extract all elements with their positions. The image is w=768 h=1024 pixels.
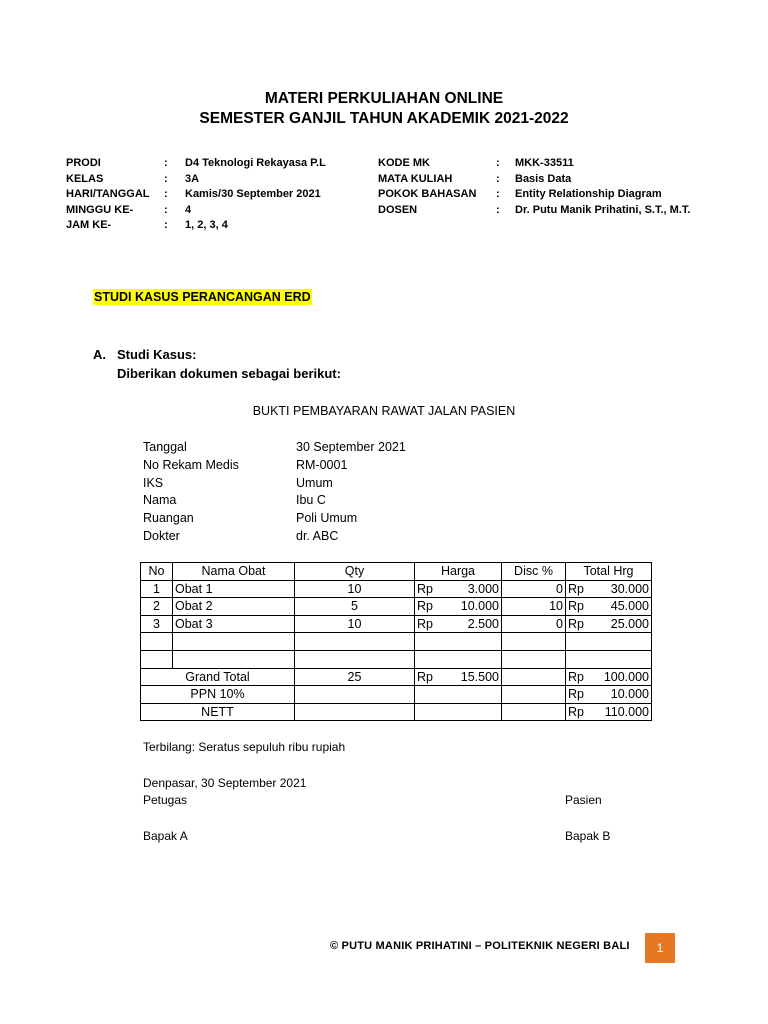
- harga-value: 3.000: [467, 581, 499, 596]
- info-value: Dr. Putu Manik Prihatini, S.T., M.T.: [515, 203, 691, 216]
- cell-no: 1: [141, 580, 173, 598]
- harga-value: 10.000: [460, 599, 499, 614]
- case-study-title: STUDI KASUS PERANCANGAN ERD: [94, 290, 311, 304]
- signatory-name-right: Bapak B: [565, 829, 611, 843]
- patient-field: [143, 475, 406, 493]
- cell-qty: 10: [295, 615, 415, 633]
- currency-label: Rp: [417, 599, 433, 614]
- cell-empty: [295, 703, 415, 721]
- info-colon: :: [496, 188, 500, 200]
- currency-label: Rp: [568, 599, 584, 614]
- nett-row: [141, 703, 652, 721]
- patient-field-value: dr. ABC: [296, 528, 339, 543]
- cell-nama: Obat 2: [173, 598, 295, 616]
- patient-field-label: IKS: [143, 475, 164, 490]
- col-header-qty: Qty: [295, 563, 415, 581]
- cell-empty: [502, 703, 566, 721]
- table-row: [141, 598, 652, 616]
- patient-field-value: Ibu C: [296, 493, 326, 508]
- info-colon: :: [164, 188, 168, 200]
- patient-field-label: Dokter: [143, 528, 180, 543]
- harga-value: 2.500: [467, 617, 499, 632]
- total-value: 110.000: [604, 705, 649, 720]
- section-heading: Studi Kasus:: [117, 347, 197, 362]
- patient-field-label: No Rekam Medis: [143, 457, 239, 472]
- page-title-line2: SEMESTER GANJIL TAHUN AKADEMIK 2021-2022: [199, 110, 569, 127]
- receipt-title: BUKTI PEMBAYARAN RAWAT JALAN PASIEN: [252, 404, 516, 418]
- cell-empty: [295, 650, 415, 668]
- currency-label: Rp: [568, 669, 584, 684]
- info-colon: :: [164, 172, 168, 185]
- info-row-pokok-bahasan: [378, 187, 690, 203]
- cell-qty: 5: [295, 598, 415, 616]
- patient-field-value: RM-0001: [296, 457, 348, 472]
- cell-empty: [502, 668, 566, 686]
- total-value: 30.000: [610, 581, 649, 596]
- course-info-right: [378, 156, 690, 218]
- cell-empty: [173, 650, 295, 668]
- cell-empty: [566, 650, 652, 668]
- info-row-mata-kuliah: [378, 172, 690, 188]
- section-marker: A.: [93, 347, 106, 362]
- cell-no: 2: [141, 598, 173, 616]
- cell-harga: [415, 598, 502, 616]
- info-row-minggu: [66, 203, 326, 219]
- info-label: DOSEN: [378, 203, 418, 216]
- currency-label: Rp: [568, 581, 584, 596]
- cell-disc: 0: [502, 580, 566, 598]
- info-colon: :: [496, 172, 500, 185]
- info-row-hari-tanggal: [66, 187, 326, 203]
- info-label: POKOK BAHASAN: [378, 188, 477, 200]
- info-label: JAM KE-: [66, 219, 112, 231]
- info-value: MKK-33511: [515, 157, 574, 169]
- info-colon: :: [164, 157, 168, 169]
- patient-field-label: Ruangan: [143, 511, 194, 526]
- patient-field-label: Nama: [143, 493, 177, 508]
- info-value: Entity Relationship Diagram: [515, 188, 662, 200]
- cell-empty: [502, 650, 566, 668]
- patient-field: [143, 439, 406, 457]
- info-value: 4: [185, 203, 192, 216]
- amount-in-words: Terbilang: Seratus sepuluh ribu rupiah: [143, 740, 346, 754]
- cell-empty: [415, 633, 502, 651]
- info-row-kelas: [66, 172, 326, 188]
- info-label: KODE MK: [378, 157, 430, 169]
- cell-empty: [415, 686, 502, 704]
- col-header-disc: Disc %: [502, 563, 566, 581]
- signatory-role-left: Petugas: [143, 793, 188, 807]
- info-label: MATA KULIAH: [378, 172, 453, 185]
- total-value: 100.000: [603, 669, 649, 684]
- cell-empty: [141, 650, 173, 668]
- cell-disc: 10: [502, 598, 566, 616]
- cell-empty: [141, 633, 173, 651]
- info-row-dosen: [378, 203, 690, 219]
- info-value: Kamis/30 September 2021: [185, 188, 321, 200]
- grand-total-row: [141, 668, 652, 686]
- table-row-empty: [141, 633, 652, 651]
- info-colon: :: [496, 157, 500, 169]
- grand-total-qty: 25: [295, 668, 415, 686]
- cell-empty: [502, 686, 566, 704]
- ppn-row: [141, 686, 652, 704]
- page-number-badge: 1: [645, 933, 675, 963]
- info-row-kode-mk: [378, 156, 690, 172]
- grand-total-total: [566, 668, 652, 686]
- cell-disc: 0: [502, 615, 566, 633]
- signatory-name-left: Bapak A: [143, 829, 188, 843]
- cell-harga: [415, 615, 502, 633]
- signatory-role-right: Pasien: [565, 793, 602, 807]
- col-header-harga: Harga: [415, 563, 502, 581]
- table-row: [141, 580, 652, 598]
- patient-field: [143, 492, 406, 510]
- nett-label: NETT: [141, 703, 295, 721]
- patient-field: [143, 510, 406, 528]
- page-title-line1: MATERI PERKULIAHAN ONLINE: [264, 90, 504, 107]
- ppn-total: [566, 686, 652, 704]
- info-value: Basis Data: [515, 172, 572, 185]
- grand-total-harga: [415, 668, 502, 686]
- patient-field-value: Umum: [296, 475, 333, 490]
- info-row-prodi: [66, 156, 326, 172]
- currency-label: Rp: [568, 617, 584, 632]
- cell-no: 3: [141, 615, 173, 633]
- cell-empty: [295, 686, 415, 704]
- ppn-label: PPN 10%: [141, 686, 295, 704]
- info-colon: :: [496, 203, 500, 216]
- info-label: PRODI: [66, 157, 101, 169]
- cell-empty: [502, 633, 566, 651]
- patient-field-label: Tanggal: [143, 440, 187, 454]
- info-value: 3A: [185, 172, 200, 185]
- currency-label: Rp: [417, 669, 433, 684]
- table-row-empty: [141, 650, 652, 668]
- nett-total: [566, 703, 652, 721]
- currency-label: Rp: [417, 617, 433, 632]
- currency-label: Rp: [417, 581, 433, 596]
- info-colon: :: [164, 219, 168, 231]
- table-row: [141, 615, 652, 633]
- cell-harga: [415, 580, 502, 598]
- course-info-left: [66, 156, 326, 234]
- cell-empty: [295, 633, 415, 651]
- col-header-total: Total Hrg: [566, 563, 652, 581]
- col-header-nama-obat: Nama Obat: [173, 563, 295, 581]
- total-value: 25.000: [610, 617, 649, 632]
- col-header-no: No: [141, 563, 173, 581]
- cell-empty: [173, 633, 295, 651]
- medicine-table: [140, 562, 652, 721]
- cell-nama: Obat 3: [173, 615, 295, 633]
- patient-field: [143, 528, 406, 546]
- cell-qty: 10: [295, 580, 415, 598]
- cell-empty: [415, 650, 502, 668]
- cell-total: [566, 615, 652, 633]
- cell-empty: [415, 703, 502, 721]
- info-colon: :: [164, 203, 168, 216]
- info-value: 1, 2, 3, 4: [185, 219, 228, 231]
- footer-copyright: © PUTU MANIK PRIHATINI – POLITEKNIK NEGERI BALI: [330, 940, 630, 952]
- table-header-row: [141, 563, 652, 581]
- grand-total-label: Grand Total: [141, 668, 295, 686]
- info-label: KELAS: [66, 172, 104, 185]
- patient-field: [143, 457, 406, 475]
- info-label: HARI/TANGGAL: [66, 188, 150, 200]
- cell-nama: Obat 1: [173, 580, 295, 598]
- cell-total: [566, 598, 652, 616]
- section-subheading: Diberikan dokumen sebagai berikut:: [117, 366, 341, 381]
- patient-details: [143, 439, 406, 546]
- currency-label: Rp: [568, 705, 584, 720]
- total-value: 10.000: [610, 687, 649, 702]
- patient-field-value: Poli Umum: [296, 511, 358, 526]
- total-value: 45.000: [610, 599, 649, 614]
- cell-total: [566, 580, 652, 598]
- harga-value: 15.500: [460, 669, 499, 684]
- cell-empty: [566, 633, 652, 651]
- currency-label: Rp: [568, 687, 584, 702]
- patient-field-value: 30 September 2021: [296, 440, 406, 454]
- info-value: D4 Teknologi Rekayasa P.L: [185, 157, 326, 169]
- place-date: Denpasar, 30 September 2021: [143, 776, 307, 790]
- info-row-jam: [66, 218, 326, 234]
- info-label: MINGGU KE-: [66, 203, 134, 216]
